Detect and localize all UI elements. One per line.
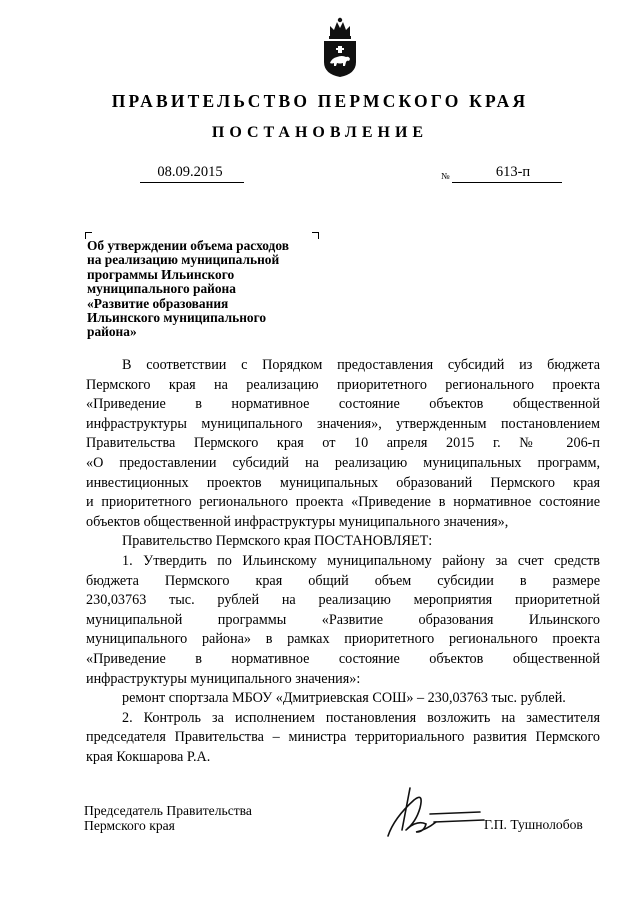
number-label: № [441,171,450,181]
organization-title: ПРАВИТЕЛЬСТВО ПЕРМСКОГО КРАЯ [111,91,529,111]
handwritten-signature-icon [380,778,490,840]
body-line: Правительства Пермского края от 10 апреля 2015 г. № 206-п [86,435,600,452]
body-line: инфраструктуры муниципального значения», утвержденным постановлением [86,415,600,432]
number-underline [452,182,562,183]
body-line: 1. Утвердить по Ильинскому муниципальному району за счет средств [122,552,600,569]
document-type: ПОСТАНОВЛЕНИЕ [211,124,429,141]
subject-line: на реализацию муниципальной [87,252,280,268]
resolution-statement: Правительство Пермского края ПОСТАНОВЛЯЕТ: [122,533,433,550]
body-line: «Приведение в нормативное состояние объектов общественной [86,396,600,413]
body-line: инвестиционных проектов муниципальных образований Пермского края [86,474,600,491]
body-line: Пермского края на реализацию приоритетного регионального проекта [86,376,600,393]
subject-corner-right [312,232,319,239]
coat-of-arms-icon [320,14,360,78]
subject-line: программы Ильинского [87,266,235,282]
subject-line: Об утверждении объема расходов [87,238,289,253]
body-line: и приоритетного регионального проекта «Приведение в нормативное состояние [86,494,600,511]
body-line: 2. Контроль за исполнением постановления возложить на заместителя [122,709,600,726]
body-line: муниципального района» в рамках приоритетного регионального проекта [86,631,600,648]
signatory-title-line: Председатель Правительства [84,803,252,818]
date-underline [140,182,244,183]
document-date: 08.09.2015 [157,164,223,180]
body-line: бюджета Пермского края общий объем субсидии в размере [86,572,600,589]
document-subject [87,239,327,340]
repair-item: ремонт спортзала МБОУ «Дмитриевская СОШ» – 230,03763 тыс. рублей. [122,690,566,707]
body-line: «Приведение в нормативное состояние объектов общественной [86,650,600,667]
body-line: 230,03763 тыс. рублей на реализацию мероприятия приоритетной [86,592,600,609]
body-line: В соответствии с Порядком предоставления субсидий из бюджета [122,357,600,373]
signatory-title-line: Пермского края [84,818,175,833]
body-line: края Кокшарова Р.А. [86,748,211,765]
body-line: «О предоставлении субсидий на реализацию муниципальных программ, [86,454,600,471]
body-line: председателя Правительства – министра территориального развития Пермского [86,729,600,746]
subject-line: Ильинского муниципального [87,310,267,326]
signatory-name: Г.П. Тушнолобов [484,817,583,832]
body-line: муниципальной программы «Развитие образования Ильинского [86,611,600,628]
subject-line: района» [87,324,137,340]
subject-line: муниципального района [87,281,236,297]
document-body [86,356,600,767]
body-line: объектов общественной инфраструктуры муниципального значения», [86,513,509,530]
body-line: инфраструктуры муниципального значения»: [86,670,361,687]
subject-line: «Развитие образования [87,295,229,311]
document-number: 613-п [495,164,531,180]
signatory-title [84,803,252,833]
